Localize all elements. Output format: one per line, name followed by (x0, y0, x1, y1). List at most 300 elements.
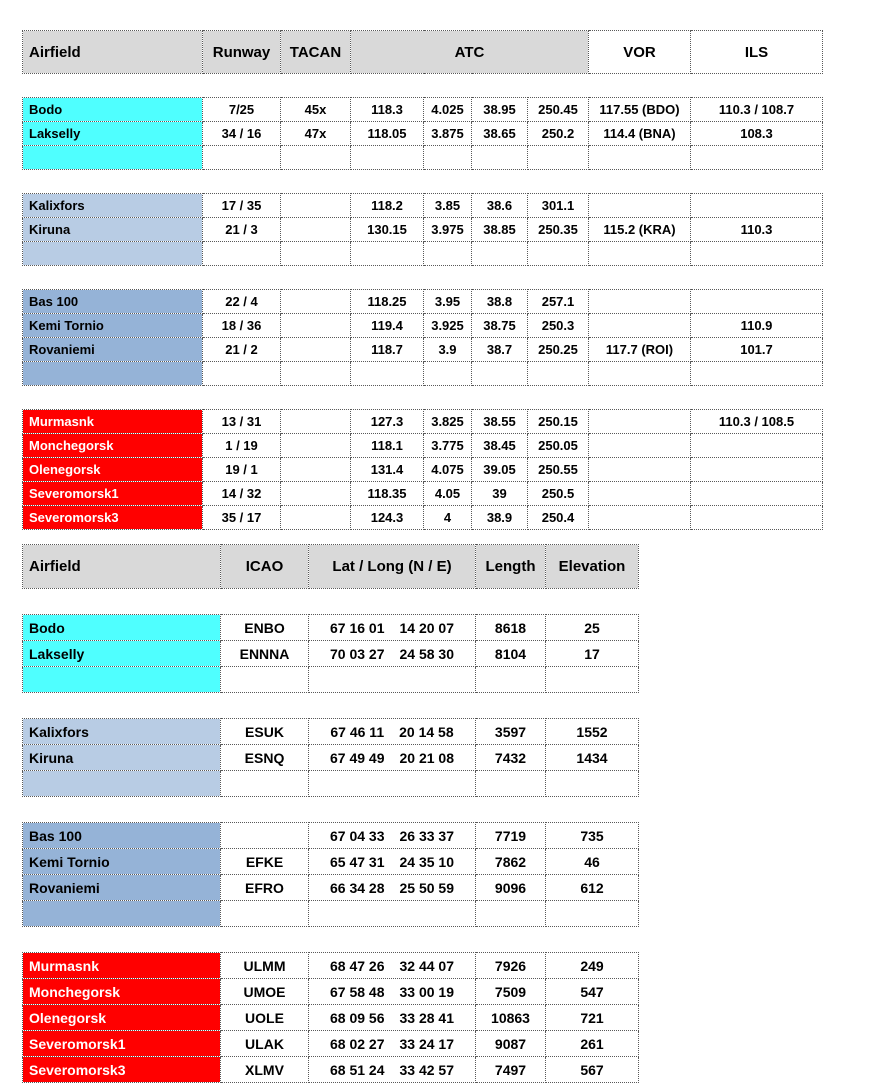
cell-vor[interactable] (589, 506, 691, 530)
cell-ils[interactable] (691, 194, 823, 218)
lat-long-value (330, 984, 454, 1000)
cell-airfield[interactable]: Kemi Tornio (23, 849, 221, 875)
cell-elevation[interactable]: 547 (546, 979, 639, 1005)
cell-atc4[interactable]: 250.5 (528, 482, 589, 506)
cell-tacan[interactable] (281, 218, 351, 242)
cell-atc1[interactable]: 118.05 (351, 122, 424, 146)
cell-atc1[interactable]: 131.4 (351, 458, 424, 482)
cell-latlong[interactable] (309, 745, 476, 771)
cell-atc1[interactable]: 127.3 (351, 410, 424, 434)
cell-atc2[interactable]: 4 (424, 506, 472, 530)
table-row (23, 1005, 639, 1031)
cell-atc1[interactable]: 130.15 (351, 218, 424, 242)
cell-atc2[interactable] (424, 146, 472, 170)
cell-latlong[interactable] (309, 719, 476, 745)
row-spacer (23, 266, 823, 290)
lat-value: 68 51 24 (330, 1061, 385, 1078)
cell-icao[interactable]: UOLE (221, 1005, 309, 1031)
cell-atc3[interactable]: 38.85 (472, 218, 528, 242)
lat-value: 68 47 26 (330, 957, 385, 974)
lat-long-value (330, 880, 454, 896)
cell-airfield[interactable] (23, 901, 221, 927)
cell-airfield[interactable]: Kemi Tornio (23, 314, 203, 338)
table-row (23, 290, 823, 314)
lat-value: 68 09 56 (330, 1009, 385, 1026)
cell-atc4[interactable] (528, 362, 589, 386)
cell-atc4[interactable]: 250.25 (528, 338, 589, 362)
col-header-vor[interactable]: VOR (589, 31, 691, 74)
spacer-row (23, 927, 639, 953)
airfield-location-table (22, 544, 639, 1083)
cell-length[interactable]: 9087 (476, 1031, 546, 1057)
lat-value: 68 02 27 (330, 1035, 385, 1052)
lat-value: 67 16 01 (330, 619, 385, 636)
lat-long-value (330, 958, 454, 974)
cell-length[interactable]: 8618 (476, 615, 546, 641)
lat-long-value (330, 828, 454, 844)
cell-tacan[interactable] (281, 458, 351, 482)
cell-atc3[interactable]: 38.75 (472, 314, 528, 338)
cell-runway[interactable]: 7/25 (203, 98, 281, 122)
cell-atc3[interactable]: 38.65 (472, 122, 528, 146)
cell-airfield[interactable] (23, 771, 221, 797)
long-value: 14 20 07 (399, 619, 454, 636)
cell-tacan[interactable] (281, 482, 351, 506)
row-spacer (23, 693, 639, 719)
cell-atc4[interactable]: 250.4 (528, 506, 589, 530)
cell-tacan[interactable] (281, 338, 351, 362)
table-row (23, 146, 823, 170)
cell-length[interactable]: 7497 (476, 1057, 546, 1083)
cell-airfield[interactable]: Bas 100 (23, 290, 203, 314)
cell-airfield[interactable]: Bodo (23, 615, 221, 641)
table-row (23, 1031, 639, 1057)
cell-ils[interactable] (691, 362, 823, 386)
cell-latlong[interactable] (309, 849, 476, 875)
cell-length[interactable]: 7432 (476, 745, 546, 771)
lat-long-value (330, 620, 454, 636)
cell-length[interactable]: 7719 (476, 823, 546, 849)
cell-atc4[interactable]: 250.2 (528, 122, 589, 146)
header-row (23, 31, 823, 74)
table-row (23, 218, 823, 242)
cell-latlong[interactable] (309, 771, 476, 797)
cell-ils[interactable] (691, 434, 823, 458)
cell-ils[interactable] (691, 290, 823, 314)
cell-tacan[interactable] (281, 434, 351, 458)
cell-elevation[interactable]: 46 (546, 849, 639, 875)
cell-elevation[interactable]: 25 (546, 615, 639, 641)
cell-atc3[interactable] (472, 242, 528, 266)
col-header-elevation[interactable]: Elevation (546, 545, 639, 589)
table-row (23, 434, 823, 458)
col-header-airfield[interactable]: Airfield (23, 545, 221, 589)
cell-tacan[interactable] (281, 194, 351, 218)
cell-airfield[interactable]: Lakselly (23, 122, 203, 146)
cell-atc3[interactable] (472, 146, 528, 170)
row-spacer (23, 927, 639, 953)
spacer-row (23, 266, 823, 290)
cell-ils[interactable]: 110.9 (691, 314, 823, 338)
cell-elevation[interactable] (546, 771, 639, 797)
cell-tacan[interactable] (281, 362, 351, 386)
cell-runway[interactable]: 21 / 3 (203, 218, 281, 242)
table-row (23, 410, 823, 434)
cell-icao[interactable] (221, 667, 309, 693)
cell-atc1[interactable] (351, 242, 424, 266)
spacer-row (23, 386, 823, 410)
cell-atc2[interactable]: 3.775 (424, 434, 472, 458)
cell-elevation[interactable]: 721 (546, 1005, 639, 1031)
cell-atc2[interactable]: 4.025 (424, 98, 472, 122)
row-spacer (23, 170, 823, 194)
long-value: 33 24 17 (399, 1035, 454, 1052)
cell-length[interactable]: 8104 (476, 641, 546, 667)
cell-atc4[interactable] (528, 242, 589, 266)
cell-runway[interactable]: 22 / 4 (203, 290, 281, 314)
cell-atc2[interactable]: 4.075 (424, 458, 472, 482)
cell-ils[interactable] (691, 482, 823, 506)
row-spacer (23, 589, 639, 615)
cell-airfield[interactable]: Kalixfors (23, 194, 203, 218)
col-header-atc[interactable]: ATC (351, 31, 589, 74)
table-row (23, 482, 823, 506)
table-row (23, 849, 639, 875)
cell-airfield[interactable] (23, 362, 203, 386)
cell-airfield[interactable]: Monchegorsk (23, 434, 203, 458)
lat-value: 67 04 33 (330, 827, 385, 844)
cell-icao[interactable]: ULMM (221, 953, 309, 979)
cell-tacan[interactable] (281, 146, 351, 170)
cell-airfield[interactable]: Kiruna (23, 745, 221, 771)
table-row (23, 242, 823, 266)
lat-long-value (330, 1036, 454, 1052)
cell-atc3[interactable] (472, 362, 528, 386)
cell-runway[interactable]: 19 / 1 (203, 458, 281, 482)
cell-airfield[interactable]: Murmasnk (23, 953, 221, 979)
cell-length[interactable]: 7926 (476, 953, 546, 979)
cell-atc2[interactable] (424, 242, 472, 266)
cell-atc4[interactable]: 250.3 (528, 314, 589, 338)
table-row (23, 953, 639, 979)
cell-atc2[interactable]: 3.975 (424, 218, 472, 242)
cell-elevation[interactable] (546, 667, 639, 693)
spacer-row (23, 74, 823, 98)
cell-latlong[interactable] (309, 641, 476, 667)
cell-latlong[interactable] (309, 979, 476, 1005)
spacer-row (23, 170, 823, 194)
cell-atc2[interactable]: 3.9 (424, 338, 472, 362)
cell-length[interactable]: 3597 (476, 719, 546, 745)
cell-atc1[interactable]: 119.4 (351, 314, 424, 338)
cell-runway[interactable]: 21 / 2 (203, 338, 281, 362)
cell-vor[interactable]: 115.2 (KRA) (589, 218, 691, 242)
table-row (23, 745, 639, 771)
table-row (23, 667, 639, 693)
cell-elevation[interactable]: 17 (546, 641, 639, 667)
cell-tacan[interactable] (281, 314, 351, 338)
airfield-comm-table (22, 30, 823, 530)
long-value: 24 58 30 (399, 645, 454, 662)
cell-length[interactable]: 7509 (476, 979, 546, 1005)
col-header-length[interactable]: Length (476, 545, 546, 589)
cell-runway[interactable] (203, 146, 281, 170)
col-header-latlong[interactable]: Lat / Long (N / E) (309, 545, 476, 589)
cell-atc3[interactable]: 38.7 (472, 338, 528, 362)
long-value: 26 33 37 (399, 827, 454, 844)
cell-vor[interactable] (589, 434, 691, 458)
cell-latlong[interactable] (309, 1031, 476, 1057)
cell-runway[interactable]: 17 / 35 (203, 194, 281, 218)
cell-airfield[interactable]: Severomorsk3 (23, 506, 203, 530)
cell-atc2[interactable]: 3.925 (424, 314, 472, 338)
table-row (23, 901, 639, 927)
header-row (23, 545, 639, 589)
long-value: 20 21 08 (399, 749, 454, 766)
long-value: 33 42 57 (399, 1061, 454, 1078)
cell-atc4[interactable]: 250.55 (528, 458, 589, 482)
cell-vor[interactable]: 114.4 (BNA) (589, 122, 691, 146)
cell-runway[interactable]: 18 / 36 (203, 314, 281, 338)
col-header-icao[interactable]: ICAO (221, 545, 309, 589)
cell-atc2[interactable]: 4.05 (424, 482, 472, 506)
cell-atc2[interactable] (424, 362, 472, 386)
cell-atc4[interactable]: 301.1 (528, 194, 589, 218)
long-value: 24 35 10 (399, 853, 454, 870)
cell-elevation[interactable]: 249 (546, 953, 639, 979)
cell-vor[interactable] (589, 242, 691, 266)
cell-tacan[interactable] (281, 242, 351, 266)
cell-atc1[interactable] (351, 146, 424, 170)
cell-ils[interactable]: 101.7 (691, 338, 823, 362)
lat-value: 67 46 11 (330, 723, 385, 740)
cell-icao[interactable]: XLMV (221, 1057, 309, 1083)
cell-airfield[interactable]: Monchegorsk (23, 979, 221, 1005)
cell-runway[interactable]: 35 / 17 (203, 506, 281, 530)
cell-atc3[interactable]: 38.6 (472, 194, 528, 218)
cell-icao[interactable]: ENBO (221, 615, 309, 641)
cell-tacan[interactable]: 47x (281, 122, 351, 146)
lat-value: 65 47 31 (330, 853, 385, 870)
cell-icao[interactable]: EFRO (221, 875, 309, 901)
cell-airfield[interactable] (23, 242, 203, 266)
table-row (23, 98, 823, 122)
cell-length[interactable] (476, 667, 546, 693)
table-row (23, 194, 823, 218)
cell-icao[interactable] (221, 823, 309, 849)
cell-vor[interactable] (589, 362, 691, 386)
cell-runway[interactable]: 14 / 32 (203, 482, 281, 506)
cell-airfield[interactable]: Lakselly (23, 641, 221, 667)
cell-ils[interactable]: 110.3 / 108.5 (691, 410, 823, 434)
lat-long-value (330, 750, 454, 766)
cell-atc3[interactable]: 38.95 (472, 98, 528, 122)
cell-ils[interactable]: 110.3 / 108.7 (691, 98, 823, 122)
cell-icao[interactable]: ESNQ (221, 745, 309, 771)
cell-vor[interactable] (589, 290, 691, 314)
cell-atc4[interactable]: 250.35 (528, 218, 589, 242)
table-row (23, 338, 823, 362)
cell-elevation[interactable]: 1552 (546, 719, 639, 745)
cell-airfield[interactable]: Rovaniemi (23, 338, 203, 362)
cell-atc3[interactable]: 39.05 (472, 458, 528, 482)
cell-airfield[interactable] (23, 667, 221, 693)
cell-elevation[interactable]: 261 (546, 1031, 639, 1057)
lat-value: 70 03 27 (330, 645, 385, 662)
cell-atc1[interactable]: 118.1 (351, 434, 424, 458)
cell-latlong[interactable] (309, 875, 476, 901)
table-row (23, 719, 639, 745)
cell-vor[interactable]: 117.55 (BDO) (589, 98, 691, 122)
cell-vor[interactable] (589, 146, 691, 170)
cell-airfield[interactable]: Severomorsk1 (23, 482, 203, 506)
cell-elevation[interactable] (546, 901, 639, 927)
table-row (23, 641, 639, 667)
cell-atc2[interactable]: 3.825 (424, 410, 472, 434)
cell-atc3[interactable]: 39 (472, 482, 528, 506)
cell-airfield[interactable]: Murmasnk (23, 410, 203, 434)
long-value: 20 14 58 (399, 723, 454, 740)
cell-vor[interactable]: 117.7 (ROI) (589, 338, 691, 362)
cell-ils[interactable] (691, 458, 823, 482)
table-row (23, 458, 823, 482)
table-row (23, 506, 823, 530)
cell-icao[interactable] (221, 771, 309, 797)
cell-icao[interactable]: EFKE (221, 849, 309, 875)
cell-icao[interactable] (221, 901, 309, 927)
cell-atc1[interactable]: 118.35 (351, 482, 424, 506)
cell-atc1[interactable]: 118.3 (351, 98, 424, 122)
cell-airfield[interactable]: Severomorsk3 (23, 1057, 221, 1083)
cell-latlong[interactable] (309, 615, 476, 641)
cell-vor[interactable] (589, 458, 691, 482)
cell-vor[interactable] (589, 410, 691, 434)
long-value: 33 00 19 (399, 983, 454, 1000)
cell-runway[interactable] (203, 362, 281, 386)
cell-latlong[interactable] (309, 953, 476, 979)
lat-long-value (330, 854, 454, 870)
cell-length[interactable] (476, 901, 546, 927)
cell-runway[interactable]: 1 / 19 (203, 434, 281, 458)
col-header-ils[interactable]: ILS (691, 31, 823, 74)
cell-ils[interactable] (691, 242, 823, 266)
col-header-runway[interactable]: Runway (203, 31, 281, 74)
cell-runway[interactable]: 13 / 31 (203, 410, 281, 434)
cell-length[interactable] (476, 771, 546, 797)
col-header-airfield[interactable]: Airfield (23, 31, 203, 74)
col-header-tacan[interactable]: TACAN (281, 31, 351, 74)
lat-long-value (330, 1010, 454, 1026)
cell-atc1[interactable]: 124.3 (351, 506, 424, 530)
cell-vor[interactable] (589, 482, 691, 506)
cell-atc1[interactable]: 118.7 (351, 338, 424, 362)
cell-airfield[interactable]: Bodo (23, 98, 203, 122)
long-value: 25 50 59 (399, 879, 454, 896)
cell-elevation[interactable]: 1434 (546, 745, 639, 771)
cell-latlong[interactable] (309, 1057, 476, 1083)
cell-length[interactable]: 7862 (476, 849, 546, 875)
cell-atc4[interactable]: 250.15 (528, 410, 589, 434)
cell-atc3[interactable]: 38.45 (472, 434, 528, 458)
spacer-row (23, 589, 639, 615)
cell-atc4[interactable]: 250.45 (528, 98, 589, 122)
cell-airfield[interactable]: Kalixfors (23, 719, 221, 745)
cell-icao[interactable]: UMOE (221, 979, 309, 1005)
table-row (23, 979, 639, 1005)
long-value: 33 28 41 (399, 1009, 454, 1026)
cell-elevation[interactable]: 612 (546, 875, 639, 901)
cell-length[interactable]: 9096 (476, 875, 546, 901)
cell-airfield[interactable]: Kiruna (23, 218, 203, 242)
cell-ils[interactable] (691, 506, 823, 530)
cell-airfield[interactable]: Severomorsk1 (23, 1031, 221, 1057)
cell-latlong[interactable] (309, 901, 476, 927)
cell-latlong[interactable] (309, 823, 476, 849)
cell-runway[interactable] (203, 242, 281, 266)
cell-tacan[interactable] (281, 506, 351, 530)
lat-long-value (330, 646, 454, 662)
cell-icao[interactable]: ENNNA (221, 641, 309, 667)
table-row (23, 771, 639, 797)
cell-atc2[interactable]: 3.85 (424, 194, 472, 218)
cell-ils[interactable] (691, 146, 823, 170)
cell-airfield[interactable]: Olenegorsk (23, 458, 203, 482)
cell-airfield[interactable]: Bas 100 (23, 823, 221, 849)
cell-atc2[interactable]: 3.95 (424, 290, 472, 314)
cell-runway[interactable]: 34 / 16 (203, 122, 281, 146)
cell-ils[interactable]: 110.3 (691, 218, 823, 242)
cell-airfield[interactable] (23, 146, 203, 170)
cell-vor[interactable] (589, 194, 691, 218)
lat-value: 67 49 49 (330, 749, 385, 766)
table-row (23, 615, 639, 641)
cell-atc1[interactable]: 118.25 (351, 290, 424, 314)
cell-vor[interactable] (589, 314, 691, 338)
cell-elevation[interactable]: 735 (546, 823, 639, 849)
cell-atc3[interactable]: 38.9 (472, 506, 528, 530)
cell-ils[interactable]: 108.3 (691, 122, 823, 146)
table-row (23, 314, 823, 338)
cell-airfield[interactable]: Olenegorsk (23, 1005, 221, 1031)
cell-atc4[interactable]: 257.1 (528, 290, 589, 314)
cell-icao[interactable]: ULAK (221, 1031, 309, 1057)
cell-tacan[interactable]: 45x (281, 98, 351, 122)
cell-elevation[interactable]: 567 (546, 1057, 639, 1083)
cell-atc4[interactable]: 250.05 (528, 434, 589, 458)
cell-atc1[interactable] (351, 362, 424, 386)
cell-latlong[interactable] (309, 1005, 476, 1031)
spacer-row (23, 797, 639, 823)
cell-atc3[interactable]: 38.8 (472, 290, 528, 314)
cell-airfield[interactable]: Rovaniemi (23, 875, 221, 901)
cell-length[interactable]: 10863 (476, 1005, 546, 1031)
cell-tacan[interactable] (281, 290, 351, 314)
table-row (23, 823, 639, 849)
lat-long-value (330, 724, 453, 740)
cell-atc4[interactable] (528, 146, 589, 170)
cell-atc3[interactable]: 38.55 (472, 410, 528, 434)
cell-tacan[interactable] (281, 410, 351, 434)
cell-atc2[interactable]: 3.875 (424, 122, 472, 146)
row-spacer (23, 386, 823, 410)
cell-latlong[interactable] (309, 667, 476, 693)
cell-atc1[interactable]: 118.2 (351, 194, 424, 218)
lat-value: 66 34 28 (330, 879, 385, 896)
cell-icao[interactable]: ESUK (221, 719, 309, 745)
row-spacer (23, 74, 823, 98)
table-row (23, 122, 823, 146)
long-value: 32 44 07 (399, 957, 454, 974)
